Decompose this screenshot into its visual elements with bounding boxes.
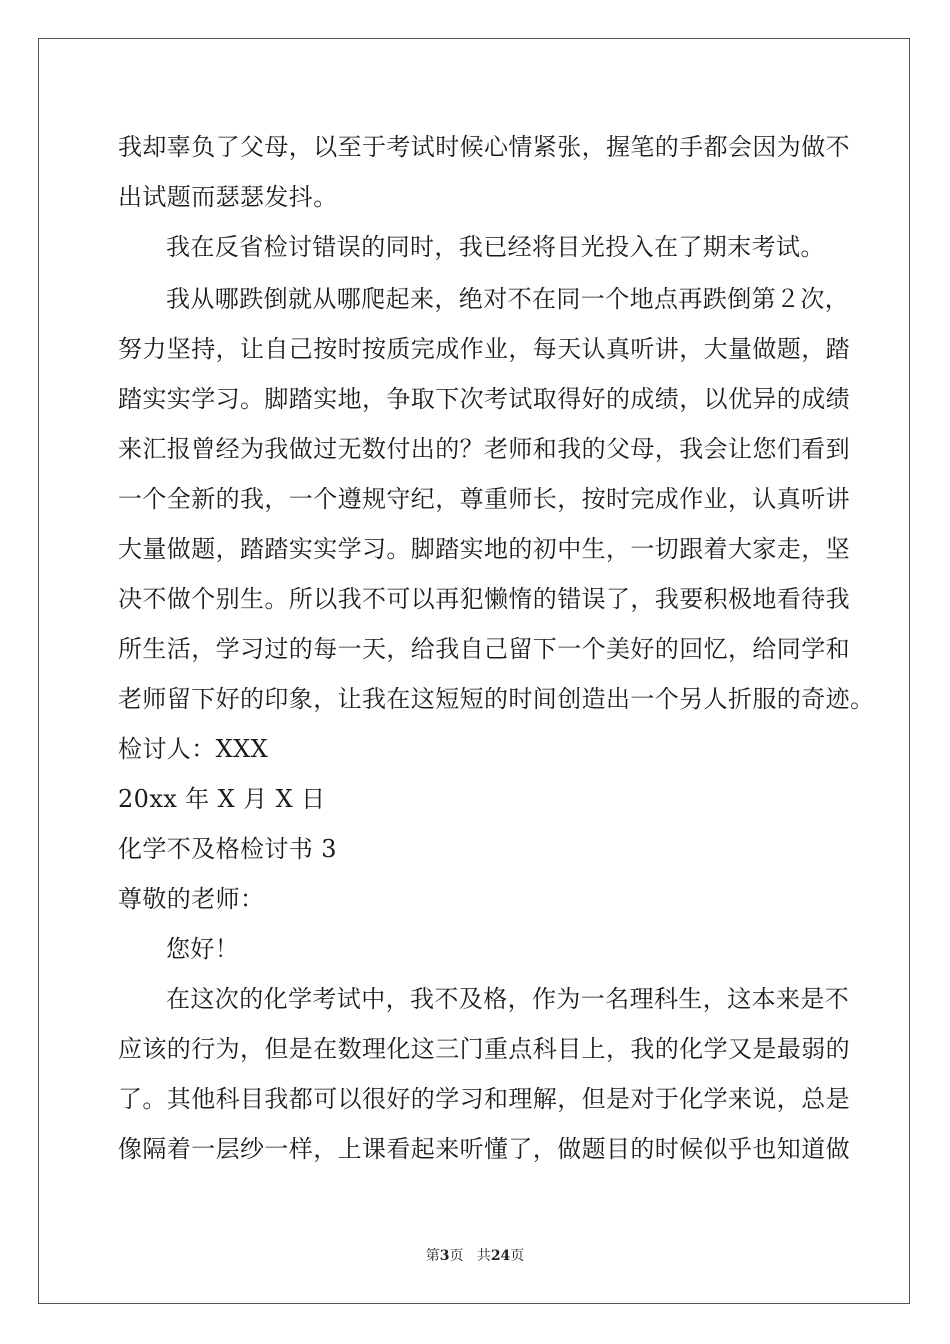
paragraph-line: 大量做题，踏踏实实学习。脚踏实地的初中生，一切跟着大家走，坚 [118,535,850,563]
paragraph-line: 所生活，学习过的每一天，给我自己留下一个美好的回忆，给同学和 [118,635,850,663]
paragraph-line: 出试题而瑟瑟发抖。 [118,183,338,211]
paragraph-line: 踏实实学习。脚踏实地，争取下次考试取得好的成绩，以优异的成绩 [118,385,850,413]
signature-line: 检讨人：XXX [118,735,269,763]
salutation: 尊敬的老师： [118,885,265,913]
paragraph-line: 我却辜负了父母，以至于考试时候心情紧张，握笔的手都会因为做不 [118,133,850,161]
paragraph-line: 像隔着一层纱一样，上课看起来听懂了，做题目的时候似乎也知道做 [118,1135,850,1163]
total-pages: 24 [490,1248,511,1264]
page-footer [0,1247,950,1265]
paragraph-line: 来汇报曾经为我做过无数付出的？老师和我的父母，我会让您们看到 [118,435,850,463]
greeting: 您好！ [166,935,240,963]
page-number: 3 [439,1248,450,1264]
paragraph-line: 了。其他科目我都可以很好的学习和理解，但是对于化学来说，总是 [118,1085,850,1113]
section-title: 化学不及格检讨书 3 [118,835,337,863]
paragraph-line: 我从哪跌倒就从哪爬起来，绝对不在同一个地点再跌倒第２次， [166,285,850,313]
paragraph-line: 老师留下好的印象，让我在这短短的时间创造出一个另人折服的奇迹。 [118,685,875,713]
paragraph-line: 决不做个别生。所以我不可以再犯懒惰的错误了，我要积极地看待我 [118,585,850,613]
paragraph-line: 一个全新的我，一个遵规守纪，尊重师长，按时完成作业，认真听讲 [118,485,850,513]
total-suffix: 页 [510,1248,525,1264]
total-prefix: 共 [476,1248,491,1264]
paragraph-line: 我在反省检讨错误的同时，我已经将目光投入在了期末考试。 [166,233,825,261]
page-prefix: 第 [425,1248,440,1264]
page-border [38,38,910,1304]
paragraph-line: 应该的行为，但是在数理化这三门重点科目上，我的化学又是最弱的 [118,1035,850,1063]
date-line: 20xx 年 X 月 X 日 [118,785,326,813]
paragraph-line: 努力坚持，让自己按时按质完成作业，每天认真听讲，大量做题，踏 [118,335,850,363]
paragraph-line: 在这次的化学考试中，我不及格，作为一名理科生，这本来是不 [166,985,850,1013]
page-suffix: 页 [449,1248,464,1264]
